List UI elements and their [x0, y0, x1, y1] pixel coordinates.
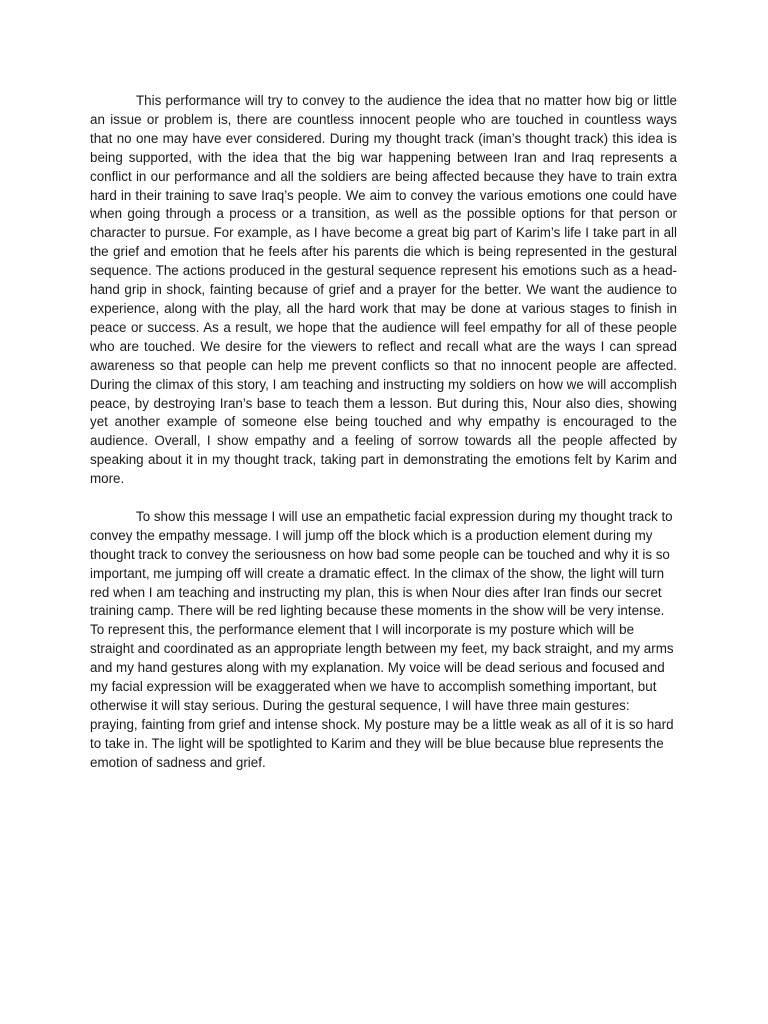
- paragraph-1: This performance will try to convey to the audience the idea that no matter how big or little an issue or problem is, there are countless innocent people who are touched in countless ways that no one may have ever considered. During my thought track (iman’s thought track) this idea is being supported, with the idea that the big war happening between Iran and Iraq represents a conflict in our performance and all the soldiers are being affected because they have to train extra hard in their training to save Iraq’s people. We aim to convey the various emotions one could have when going through a process or a transition, as well as the possible options for that person or character to pursue. For example, as I have become a great big part of Karim’s life I take part in all the grief and emotion that he feels after his parents die which is being represented in the gestural sequence. The actions produced in the gestural sequence represent his emotions such as a head-hand grip in shock, fainting because of grief and a prayer for the better. We want the audience to experience, along with the play, all the hard work that may be done at various stages to finish in peace or success. As a result, we hope that the audience will feel empathy for all of these people who are touched. We desire for the viewers to reflect and recall what are the ways I can spread awareness so that people can help me prevent conflicts so that no innocent people are affected. During the climax of this story, I am teaching and instructing my soldiers on how we will accomplish peace, by destroying Iran’s base to teach them a lesson. But during this, Nour also dies, showing yet another example of someone else being touched and why empathy is encouraged to the audience. Overall, I show empathy and a feeling of sorrow towards all the people affected by speaking about it in my thought track, taking part in demonstrating the emotions felt by Karim and more.: [90, 93, 677, 487]
- document-body: [90, 92, 677, 773]
- paragraph-2: To show this message I will use an empathetic facial expression during my thought track to convey the empathy message. I will jump off the block which is a production element during my thought track to convey the seriousness on how bad some people can be touched and why it is so important, me jumping off will create a dramatic effect. In the climax of the show, the light will turn red when I am teaching and instructing my plan, this is when Nour dies after Iran finds our secret training camp. There will be red lighting because these moments in the show will be very intense. To represent this, the performance element that I will incorporate is my posture which will be straight and coordinated as an appropriate length between my feet, my back straight, and my arms and my hand gestures along with my explanation. My voice will be dead serious and focused and my facial expression will be exaggerated when we have to accomplish something important, but otherwise it will stay serious. During the gestural sequence, I will have three main gestures: praying, fainting from grief and intense shock. My posture may be a little weak as all of it is so hard to take in. The light will be spotlighted to Karim and they will be blue because blue represents the emotion of sadness and grief.: [90, 508, 674, 770]
